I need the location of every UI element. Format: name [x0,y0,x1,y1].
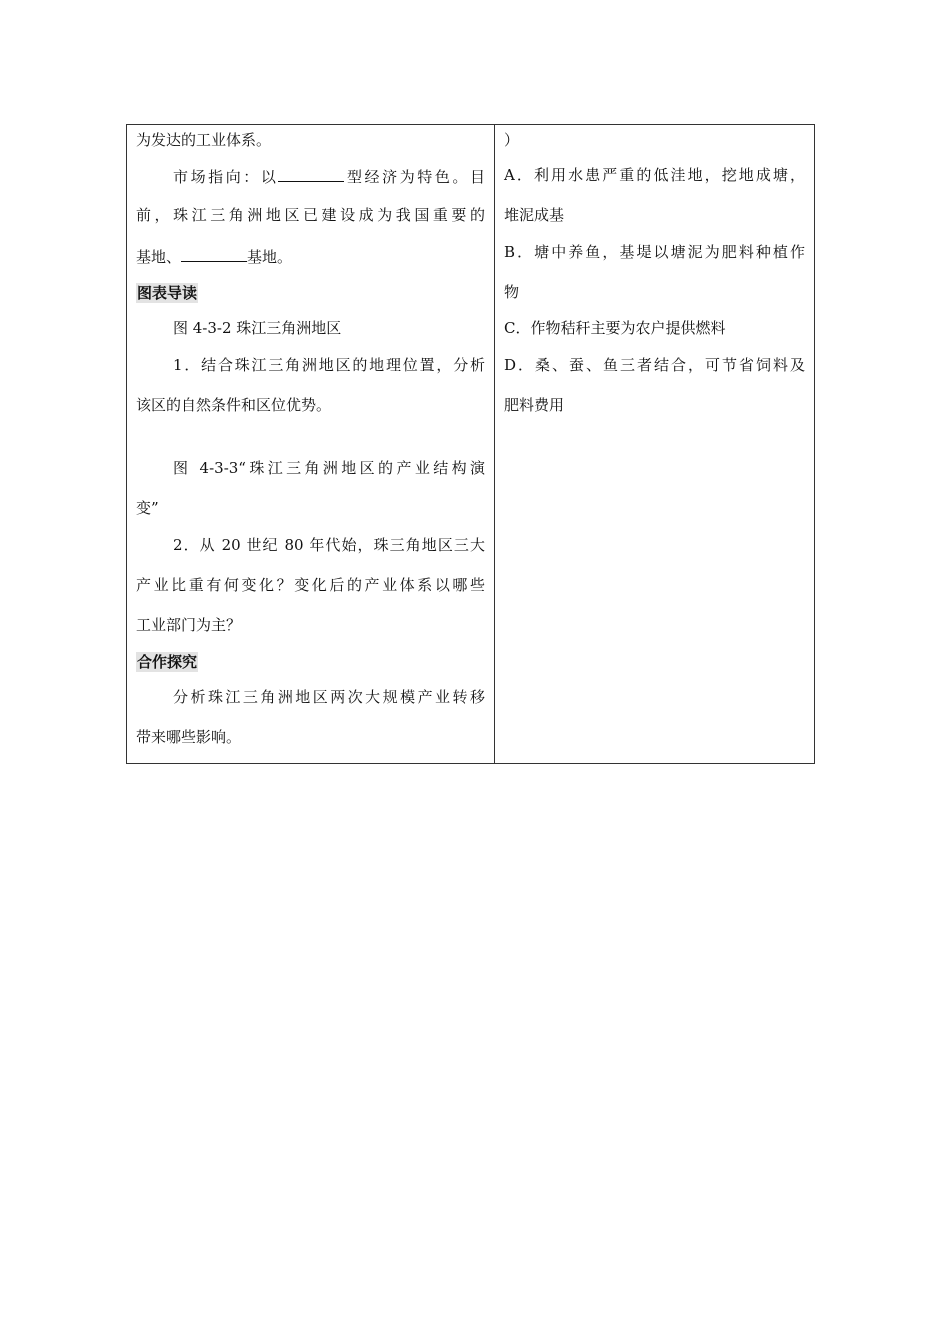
question-2-line: 产业比重有何变化？变化后的产业体系以哪些 [136,576,485,594]
market-prefix: 市场指向：以 [173,168,279,186]
market-suffix: 型经济为特色。目 [344,168,485,186]
option-b-line: B．塘中养鱼，基堤以塘泥为肥料种植作 [504,243,805,261]
option-a-line: 堆泥成基 [504,206,565,224]
fill-blank[interactable] [181,245,247,262]
market-orientation-line [173,165,485,187]
heading-text: 合作探究 [137,653,198,671]
text-line: 为发达的工业体系。 [136,131,272,149]
option-a-line: A．利用水患严重的低洼地，挖地成塘， [504,166,805,184]
text-line: 前，珠江三角洲地区已建设成为我国重要的 [136,206,485,224]
figure-caption: 变” [136,499,159,517]
worksheet-table [126,124,815,764]
heading-text: 图表导读 [137,284,198,302]
base-suffix: 基地。 [247,248,293,266]
question-2-line: 工业部门为主？ [136,616,242,634]
right-column [495,125,814,763]
left-column [127,125,495,763]
question-1-line: 1．结合珠江三角洲地区的地理位置，分析 [173,356,485,374]
option-d-line: 肥料费用 [504,396,565,414]
option-b-line: 物 [504,283,520,301]
cooperation-line: 分析珠江三角洲地区两次大规模产业转移 [173,688,485,706]
fill-blank[interactable] [278,165,344,182]
option-c-line: C．作物秸秆主要为农户提供燃料 [504,319,726,337]
base-prefix: 基地、 [136,248,182,266]
option-d-line: D．桑、蚕、鱼三者结合，可节省饲料及 [504,356,805,374]
base-line [136,245,485,267]
figure-caption: 图 4-3-3“珠江三角洲地区的产业结构演 [173,459,485,477]
question-1-line: 该区的自然条件和区位优势。 [136,396,332,414]
figure-caption: 图 4-3-2 珠江三角洲地区 [173,319,342,337]
closing-paren: ） [504,131,520,149]
section-heading-cooperation [136,652,485,672]
cooperation-line: 带来哪些影响。 [136,728,242,746]
question-2-line: 2．从 20 世纪 80 年代始，珠三角地区三大 [173,536,485,554]
section-heading-charts [136,283,485,303]
